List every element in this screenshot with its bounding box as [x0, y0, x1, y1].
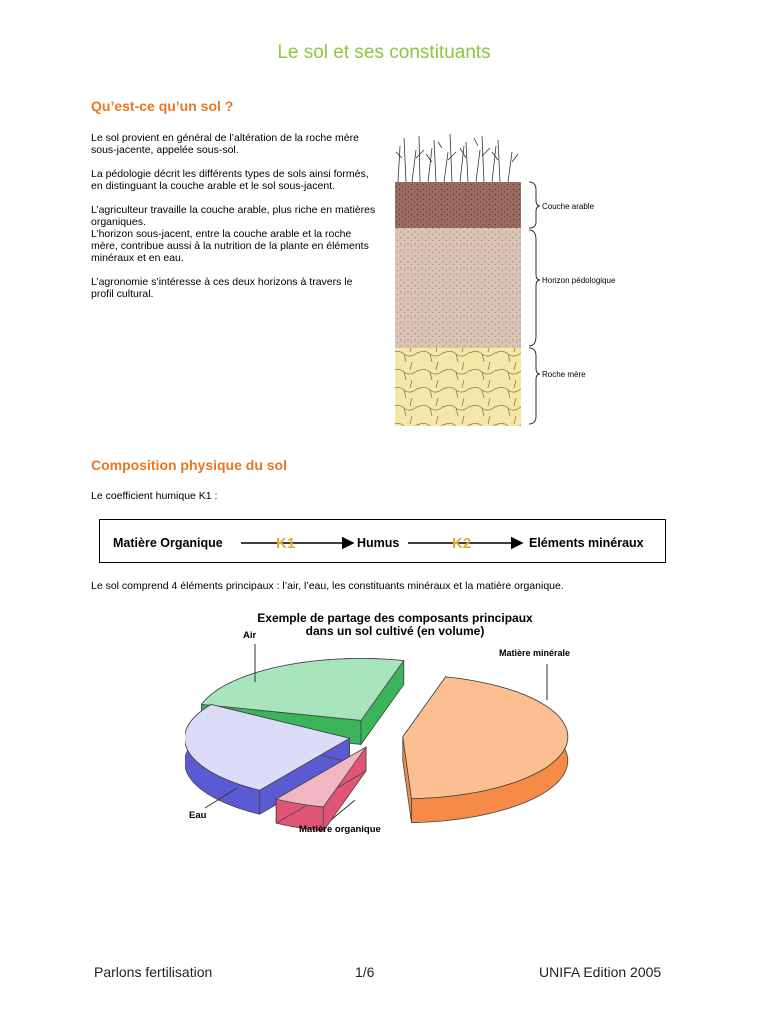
flow-mineral-elements: Eléments minéraux	[529, 536, 644, 550]
section1-text	[91, 132, 376, 312]
footer-right: UNIFA Edition 2005	[539, 964, 662, 980]
label-pedological-horizon: Horizon pédologique	[542, 276, 616, 285]
section-heading-what-is-soil: Qu’est-ce qu’un sol ?	[91, 98, 234, 114]
pie-label-air: Air	[243, 630, 257, 641]
paragraph: Le sol provient en général de l’altération de la roche mère sous-jacente, appelée sous-sol.	[91, 132, 359, 156]
humic-coefficient-intro: Le coefficient humique K1 :	[91, 490, 218, 502]
soil-composition-pie-chart	[185, 600, 605, 838]
flow-humus: Humus	[357, 536, 400, 550]
pie-label-organic-matter: Matière organique	[299, 824, 381, 835]
section-heading-physical-composition: Composition physique du sol	[91, 457, 287, 473]
soil-components-summary: Le sol comprend 4 éléments principaux : l’air, l’eau, les constituants minéraux et la matière organique.	[91, 580, 564, 592]
footer-left: Parlons fertilisation	[94, 964, 213, 980]
pie-label-mineral-matter: Matière minérale	[499, 648, 571, 658]
document-title: Le sol et ses constituants	[277, 42, 491, 63]
paragraph: L’horizon sous-jacent, entre la couche arable et la roche mère, contribue aussi à la nutrition de la plante en éléments minéraux et en eau.	[91, 228, 369, 264]
pie-slice-mineral-matter	[403, 677, 568, 823]
footer-page-number: 1/6	[355, 964, 375, 980]
humification-flow-box	[99, 519, 666, 563]
chart-title-line2: dans un sol cultivé (en volume)	[305, 624, 485, 638]
paragraph: L’agriculteur travaille la couche arable, plus riche en matières organiques.	[91, 204, 376, 228]
soil-profile-figure	[392, 128, 652, 428]
humification-flow	[100, 520, 665, 562]
chart-title-line1: Exemple de partage des composants principaux	[257, 611, 533, 625]
label-bedrock: Roche mère	[542, 370, 586, 379]
pie-slices	[185, 658, 568, 830]
paragraph: L’agronomie s’intéresse à ces deux horizons à travers le profil cultural.	[91, 276, 353, 300]
flow-k1-label: K1	[276, 535, 296, 552]
pie-label-water: Eau	[189, 810, 207, 821]
flow-k2-label: K2	[452, 535, 472, 552]
layer-braces	[529, 182, 540, 424]
paragraph: La pédologie décrit les différents types de sols ainsi formés, en distinguant la couche arable et le sol sous-jacent.	[91, 168, 369, 192]
label-arable-layer: Couche arable	[542, 202, 595, 211]
flow-organic-matter: Matière Organique	[113, 536, 223, 550]
grass-layer	[396, 134, 518, 182]
